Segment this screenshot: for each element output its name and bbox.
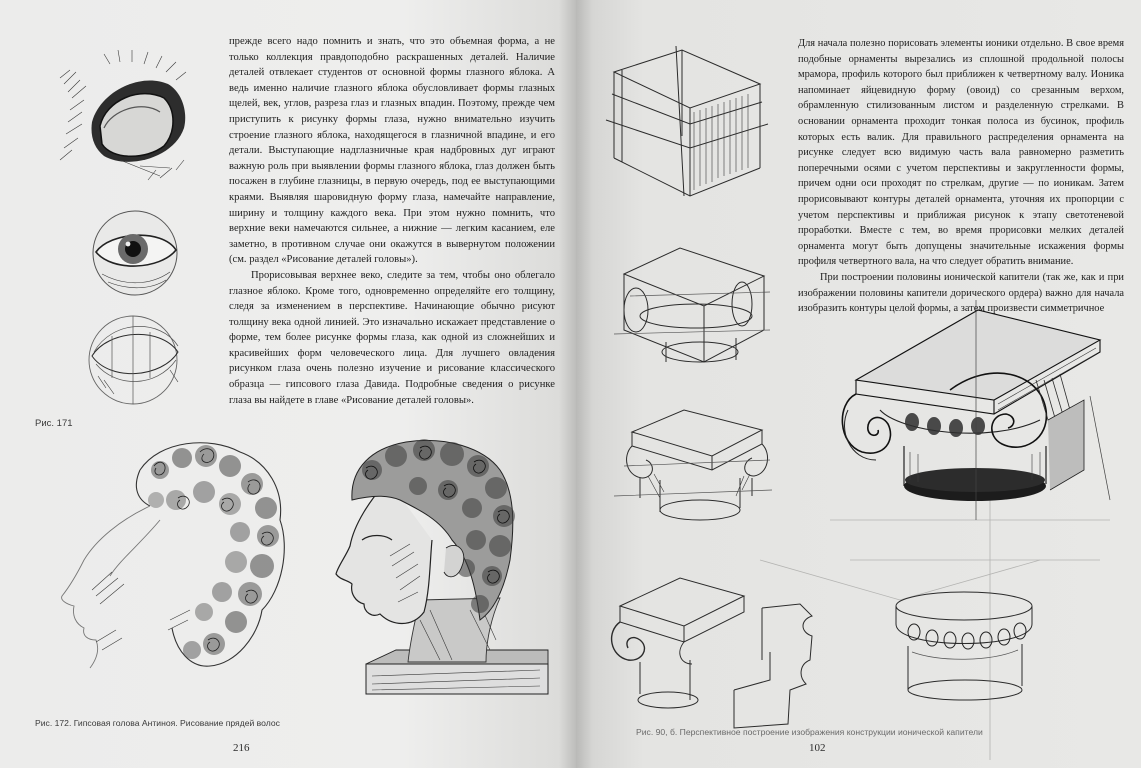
fig171-label: Рис. 171 (35, 418, 73, 429)
right-paragraph-2: При построении половины ионической капители (так же, как и при изображении половины капители дорического ордера) важно для начала изобразить контуры целой формы, а затем произвести симметричное (798, 271, 1124, 315)
fig90-caption: Рис. 90, б. Перспективное построение изображения конструкции ионической капители (636, 727, 983, 737)
left-paragraph-2: Прорисовывая верхнее веко, следите за тем, чтобы оно облегало глазное яблоко. Кроме того, одновременно определяйте его толщину, следя за изменением в перспективе. Начинающие обычно рисуют толщину века одной линией. Это изначально искажает представление о форме, тем более рисунке формы глаза, как одной из сложнейших и красивейших форм человеческого лица. Для лучшего овладения рисунком глаза очень полезно изучение и рисование классического образца — гипсового глаза Давида. Подробные сведения о рисунке глаза вы найдете в главе «Рисование деталей головы». (229, 269, 555, 406)
left-page-number: 216 (233, 742, 250, 754)
right-page-number: 102 (809, 742, 826, 754)
right-paragraph-1: Для начала полезно порисовать элементы ионики отдельно. В свое время подобные орнаменты вырезались из сплошной продольной полосы мрамора, профиль которого был приближен к четвертному валу. Ионика напоминает яйцевидную форму (овоид) со срезанным верхом, обрамленную стилизованным листом и разделенную стрелками. В основании орнамента проходит тонкая полоса из бусинок, профиль которых есть валик. Для правильного распределения орнамента на рисунке следует всю видимую часть вала равномерно разметить поперечными осями с учетом перспективы и закругленности формы, причем одни оси проходят по стрелкам, другие — по ионикам. Затем прорисовывают контуры деталей орнамента, уточняя их пропорции с учетом перспективы и приближая рисунок к этапу светотеневой проработки. Вместе с тем, во время прорисовки мелких деталей орнамента могут быть допущены значительные искажения формы профиля четвертного вала, на что следует обратить внимание. (798, 38, 1124, 268)
left-paragraph-1: прежде всего надо помнить и знать, что это объемная форма, а не только коллекция правдоподобно раскрашенных деталей. Наличие деталей отвлекает студентов от основной формы глазного яблока. А ведь именно наличие глазного яблока обусловливает формы глазных щелей, век, углов, разреза глаз и глазных впадин. Поэтому, прежде чем приступить к рисунку формы глаза, нужно внимательно изучить строение глазного яблока, находящегося в глазничной впадине, и его детали. Выступающие надглазничные края надбровных дуг играют важную роль при выявлении формы глазного яблока, глаз должен быть посажен в глубине глазницы, в первую очередь, под ее выступающими краями. Выявляя шаровидную форму глаза, намечайте направление, ширину и толщину каждого века. При этом нужно помнить, что верхние веки намечаются сильнее, а нижние — легким касанием, еле заметно, в противном случае они окажутся в вывернутом положении (см. раздел «Рисование деталей головы»). (229, 36, 555, 266)
right-body-text (798, 36, 1124, 317)
fig172-caption: Рис. 172. Гипсовая голова Антиноя. Рисование прядей волос (35, 718, 280, 728)
